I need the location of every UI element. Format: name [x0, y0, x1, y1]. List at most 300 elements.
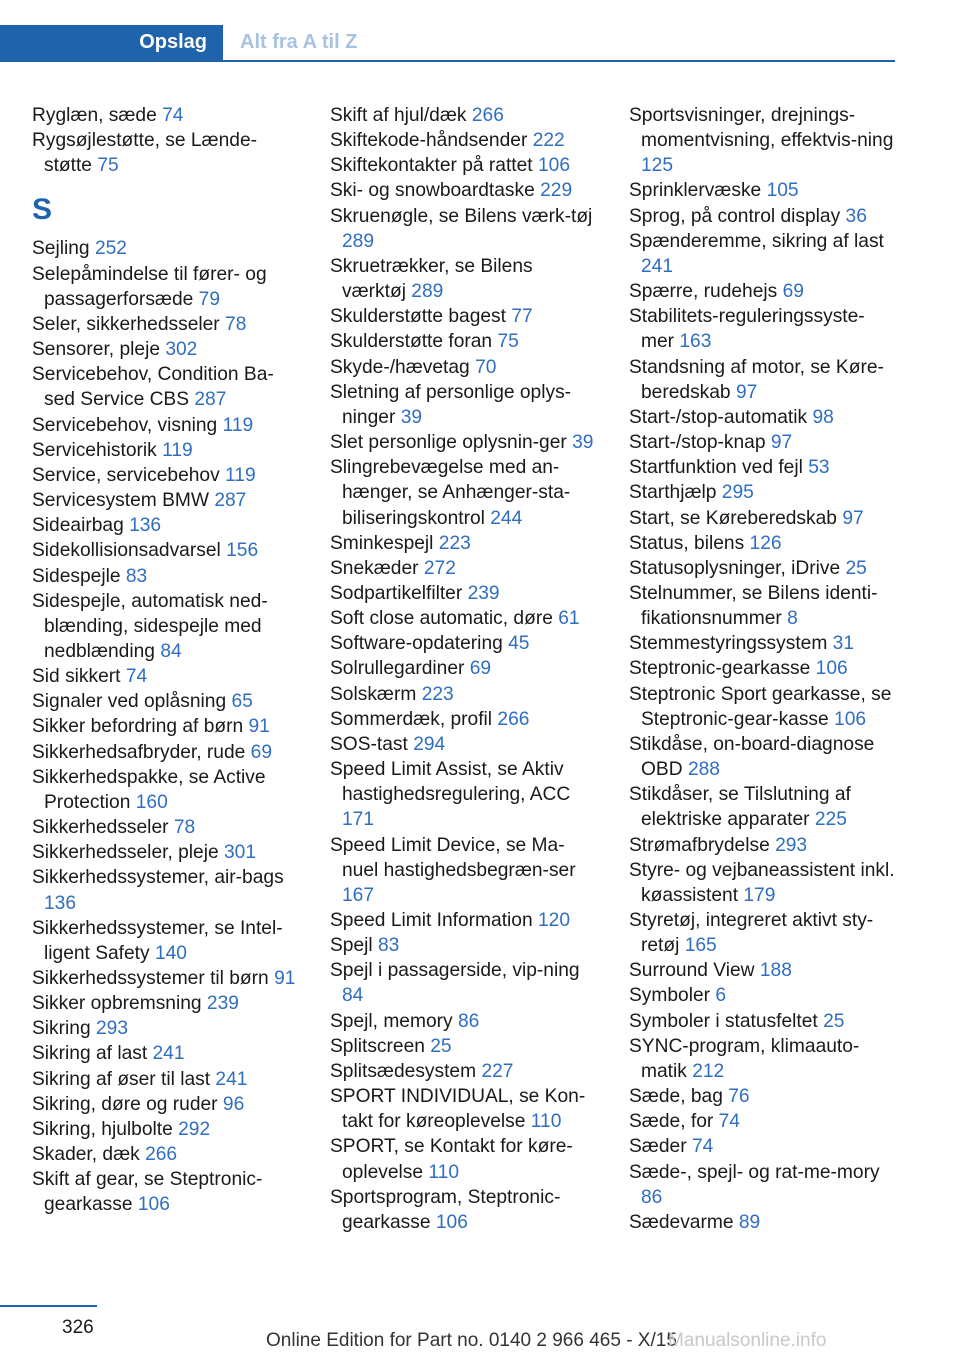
entry-text: Steptronic-gearkasse [629, 658, 811, 680]
entry-text: Splitsædesystem [330, 1060, 477, 1082]
entry-text: Solrullegardiner [330, 658, 465, 680]
entry-text: Sikkerhedsseler [32, 817, 169, 839]
entry-text: Speed Limit Assist, se Aktiv hastighedsregulering, ACC [330, 759, 571, 806]
entry-text: Skulderstøtte foran [330, 331, 493, 353]
page-link[interactable]: 69 [469, 658, 492, 680]
index-entry [629, 1009, 897, 1034]
page-link[interactable]: 25 [823, 1010, 845, 1032]
index-entry [629, 682, 897, 732]
entry-text: Sikring af øser til last [32, 1068, 211, 1090]
index-entry [330, 1185, 600, 1235]
header-divider [0, 60, 895, 62]
page-link[interactable]: 222 [532, 130, 565, 152]
index-entry [32, 362, 302, 412]
index-entry [32, 865, 302, 915]
index-entry [629, 833, 897, 858]
page-link[interactable]: 74 [718, 1111, 740, 1133]
page-link[interactable]: 167 [342, 884, 375, 906]
index-entry [629, 958, 897, 983]
watermark: Manualsonline.info [668, 1330, 827, 1351]
page-link[interactable]: 98 [812, 406, 834, 428]
page-link[interactable]: 140 [154, 942, 187, 964]
index-entry [330, 178, 600, 203]
index-entry [629, 355, 897, 405]
entry-text: Sidespejle, automatisk ned-blænding, sidespejle med nedblænding [32, 590, 268, 662]
page-link[interactable]: 78 [173, 817, 196, 839]
page-link[interactable]: 110 [428, 1161, 460, 1183]
index-entry [32, 1016, 302, 1041]
entry-text: Skift af gear, se Steptronic-gearkasse [32, 1169, 263, 1216]
page-link[interactable]: 65 [231, 691, 253, 713]
index-entry [629, 304, 897, 354]
page-link[interactable]: 53 [808, 457, 830, 479]
index-entry [629, 656, 897, 681]
index-entry [330, 380, 600, 430]
page-link[interactable]: 160 [135, 791, 168, 813]
page-link[interactable]: 120 [537, 910, 570, 931]
entry-text: Start-/stop-knap [629, 432, 766, 454]
index-entry [330, 958, 600, 1008]
page-link[interactable]: 86 [457, 1010, 480, 1032]
index-entry [32, 128, 302, 178]
page-link[interactable]: 96 [222, 1093, 245, 1115]
entry-text: Sikring af last [32, 1043, 148, 1065]
index-entry [629, 279, 897, 304]
index-entry [32, 1067, 302, 1092]
page-link[interactable]: 105 [766, 180, 799, 202]
index-entry [32, 840, 302, 865]
entry-text: Sideairbag [32, 515, 124, 537]
page-link[interactable]: 97 [735, 381, 758, 403]
entry-text: Styre- og vejbaneassistent inkl. køassistent [629, 859, 895, 906]
page-number: 326 [62, 1317, 94, 1338]
entry-text: Spejl, memory [330, 1010, 453, 1032]
index-entry [629, 782, 897, 832]
page-link[interactable]: 106 [537, 155, 570, 177]
entry-text: Sæder [629, 1136, 687, 1158]
index-entry [32, 236, 302, 261]
index-entry [629, 204, 897, 229]
footer-divider [0, 1305, 97, 1307]
page-link[interactable]: 91 [274, 968, 296, 989]
index-entry [32, 564, 302, 589]
entry-text: Skiftekontakter på rattet [330, 155, 533, 177]
index-entry [330, 153, 600, 178]
page-link[interactable]: 244 [490, 507, 523, 529]
page-link[interactable]: 227 [481, 1060, 514, 1082]
entry-text: Sletning af personlige oplys-ninger [330, 381, 572, 428]
entry-text: Stikdåse, on-board-diagnose OBD [629, 733, 875, 781]
index-entry [629, 983, 897, 1008]
page-link[interactable]: 126 [749, 532, 782, 554]
page-link[interactable]: 84 [160, 640, 182, 662]
index-entry [32, 991, 302, 1016]
page-link[interactable]: 287 [194, 389, 227, 411]
page-link[interactable]: 84 [342, 985, 364, 1007]
page-link[interactable]: 136 [44, 892, 77, 914]
index-entry [330, 556, 600, 581]
page-link[interactable]: 91 [248, 716, 270, 738]
entry-text: Sikring, hjulbolte [32, 1118, 173, 1140]
index-entry [330, 732, 600, 757]
index-entry [32, 664, 302, 689]
index-entry [32, 1117, 302, 1142]
page-link[interactable]: 171 [342, 809, 375, 831]
index-entry [330, 757, 600, 832]
index-entry [629, 1034, 897, 1084]
entry-text: Splitscreen [330, 1035, 425, 1057]
page-link[interactable]: 241 [152, 1043, 185, 1065]
index-entry [330, 204, 600, 254]
index-entry [32, 815, 302, 840]
page-link[interactable]: 83 [378, 935, 400, 957]
entry-text: Sikkerhedssystemer, se Intel-ligent Safety [32, 917, 283, 964]
entry-text: Selepåmindelse til fører- og passagerforsæde [32, 263, 267, 310]
entry-text: Sæde-, spejl- og rat-me-mory [629, 1161, 880, 1183]
page-link[interactable]: 223 [421, 683, 454, 705]
entry-text: Standsning af motor, se Køre-beredskab [629, 356, 884, 403]
entry-text: Stelnummer, se Bilens identi-fikationsnummer [629, 582, 878, 630]
index-entry [629, 455, 897, 480]
entry-text: Sikkerhedssystemer til børn [32, 968, 269, 989]
index-entry [330, 430, 600, 455]
entry-text: Spærre, rudehejs [629, 281, 778, 303]
page-link[interactable]: 89 [738, 1211, 761, 1233]
page-link[interactable]: 78 [225, 313, 247, 335]
index-entry [32, 589, 302, 664]
page-link[interactable]: 119 [222, 414, 254, 436]
index-entry [32, 413, 302, 438]
page-link[interactable]: 74 [125, 666, 148, 688]
entry-text: Sidekollisionsadvarsel [32, 540, 221, 562]
entry-text: Skader, dæk [32, 1144, 140, 1166]
entry-text: Start-/stop-automatik [629, 406, 808, 428]
page-link[interactable]: 39 [400, 406, 423, 428]
tab-alt-fra-a-til-z[interactable]: Alt fra A til Z [240, 31, 358, 53]
page-link[interactable]: 74 [162, 105, 184, 126]
index-entry [629, 430, 897, 455]
index-entry [330, 656, 600, 681]
page-link[interactable]: 6 [715, 985, 727, 1007]
entry-text: Spejl [330, 935, 373, 957]
entry-text: Sprinklervæske [629, 180, 762, 202]
page-link[interactable]: 74 [691, 1136, 714, 1158]
entry-text: Skyde-/hævetag [330, 356, 470, 378]
entry-text: Sikker opbremsning [32, 993, 202, 1015]
index-entry [330, 254, 600, 304]
page-link[interactable]: 292 [178, 1118, 211, 1140]
page-link[interactable]: 272 [423, 557, 456, 579]
page-link[interactable]: 75 [97, 155, 119, 177]
page-link[interactable]: 241 [215, 1068, 248, 1090]
page-link[interactable]: 39 [572, 432, 594, 454]
entry-text: Service, servicebehov [32, 464, 220, 486]
page-link[interactable]: 241 [641, 255, 674, 277]
index-entry [629, 405, 897, 430]
entry-text: Sikring, døre og ruder [32, 1093, 218, 1115]
entry-text: Start, se Køreberedskab [629, 507, 837, 529]
entry-text: Sædevarme [629, 1211, 734, 1233]
index-entry [330, 531, 600, 556]
top-navigation [0, 0, 960, 62]
index-entry [32, 488, 302, 513]
page-link[interactable]: 8 [787, 608, 798, 630]
page-link[interactable]: 293 [96, 1018, 129, 1040]
entry-text: Spænderemme, sikring af last [629, 230, 884, 252]
index-entry [629, 858, 897, 908]
entry-text: Styretøj, integreret aktivt sty-retøj [629, 910, 874, 957]
entry-text: Servicesystem BMW [32, 490, 209, 512]
letter-heading: S [32, 193, 53, 227]
page-link[interactable]: 77 [511, 306, 533, 328]
index-entry [32, 262, 302, 312]
page-link[interactable]: 288 [687, 759, 720, 781]
page-link[interactable]: 165 [684, 935, 717, 957]
index-entry [32, 538, 302, 563]
page-link[interactable]: 295 [721, 482, 754, 504]
entry-text: Speed Limit Information [330, 910, 533, 931]
page-link[interactable]: 31 [832, 633, 854, 655]
index-entry [330, 707, 600, 732]
index-entry [330, 631, 600, 656]
index-entry [32, 513, 302, 538]
entry-text: SPORT, se Kontakt for køre-oplevelse [330, 1136, 573, 1183]
index-entry [32, 689, 302, 714]
entry-text: Symboler i statusfeltet [629, 1010, 818, 1032]
tab-opslag[interactable]: Opslag [0, 25, 223, 60]
entry-text: Sodpartikelfilter [330, 582, 463, 604]
entry-text: Sid sikkert [32, 666, 121, 688]
index-entry [32, 337, 302, 362]
entry-text: Stikdåser, se Tilslutning af elektriske apparater [629, 784, 851, 831]
page-link[interactable]: 106 [137, 1194, 170, 1216]
entry-text: Stabilitets-reguleringssyste-mer [629, 306, 865, 353]
entry-text: Skiftekode-håndsender [330, 130, 528, 152]
page-link[interactable]: 289 [411, 281, 444, 303]
entry-text: Statusoplysninger, iDrive [629, 557, 841, 579]
index-entry [629, 1084, 897, 1109]
page-link[interactable]: 106 [834, 708, 867, 730]
entry-text: Surround View [629, 960, 755, 982]
entry-text: Sminkespejl [330, 532, 434, 554]
page-link[interactable]: 110 [530, 1111, 562, 1133]
index-entry [629, 531, 897, 556]
index-entry [629, 1109, 897, 1134]
page-link[interactable]: 119 [162, 439, 193, 461]
index-entry [32, 1041, 302, 1066]
index-entry [330, 304, 600, 329]
page-link[interactable]: 97 [770, 432, 793, 454]
entry-text: Soft close automatic, døre [330, 608, 553, 630]
index-entry [629, 506, 897, 531]
page-link[interactable]: 252 [94, 238, 127, 260]
index-entry [330, 1134, 600, 1184]
entry-text: Slingrebevægelse med an-hænger, se Anhænger-sta-biliseringskontrol [330, 457, 571, 529]
page-link[interactable]: 266 [471, 105, 504, 126]
index-entry [330, 128, 600, 153]
index-entry [330, 103, 600, 128]
page-link[interactable]: 293 [775, 834, 808, 856]
page-link[interactable]: 25 [845, 557, 867, 579]
entry-text: Sikker befordring af børn [32, 716, 244, 738]
index-column-2 [330, 103, 600, 1235]
index-entry [629, 908, 897, 958]
index-entry [330, 1084, 600, 1134]
index-entry [330, 1009, 600, 1034]
entry-text: Skruetrækker, se Bilens værktøj [330, 255, 533, 303]
index-entry [629, 1160, 897, 1210]
index-entry [32, 1142, 302, 1167]
page-link[interactable]: 106 [435, 1211, 468, 1233]
page-link[interactable]: 69 [782, 281, 804, 303]
entry-text: Sidespejle [32, 565, 121, 587]
entry-text: Servicebehov, Condition Ba-sed Service CBS [32, 364, 274, 411]
entry-text: Skruenøgle, se Bilens værk-tøj [330, 205, 593, 227]
entry-text: Servicehistorik [32, 439, 157, 461]
entry-text: Sensorer, pleje [32, 339, 160, 361]
index-entry [32, 463, 302, 488]
page-link[interactable]: 70 [475, 356, 497, 378]
index-entry [330, 455, 600, 530]
index-entry [32, 765, 302, 815]
index-entry [32, 438, 302, 463]
entry-text: Skift af hjul/dæk [330, 105, 467, 126]
entry-text: Servicebehov, visning [32, 414, 218, 436]
index-entry [330, 833, 600, 908]
page-link[interactable]: 225 [814, 809, 847, 831]
page-link[interactable]: 301 [224, 842, 257, 864]
entry-text: Sportsvisninger, drejnings-momentvisning, effektvis-ning [629, 105, 894, 152]
entry-text: Status, bilens [629, 532, 745, 554]
page-link[interactable]: 179 [743, 884, 776, 906]
index-entry [32, 740, 302, 765]
index-entry [330, 355, 600, 380]
index-entry [330, 606, 600, 631]
page-link[interactable]: 156 [226, 540, 259, 562]
index-entry [32, 966, 302, 991]
index-entry [629, 732, 897, 782]
page-link[interactable]: 86 [641, 1186, 663, 1208]
page-link[interactable]: 266 [497, 708, 530, 730]
page-link[interactable]: 239 [206, 993, 239, 1015]
page-link[interactable]: 125 [641, 155, 674, 177]
page-link[interactable]: 239 [467, 582, 500, 604]
entry-text: Sæde, for [629, 1111, 714, 1133]
index-entry [330, 908, 600, 933]
entry-text: SOS-tast [330, 733, 408, 755]
index-entry [330, 682, 600, 707]
index-entry [629, 631, 897, 656]
page-link[interactable]: 223 [438, 532, 471, 554]
page-link[interactable]: 76 [728, 1086, 750, 1108]
index-entry [32, 1167, 302, 1217]
index-entry [330, 1059, 600, 1084]
page-link[interactable]: 289 [342, 230, 375, 252]
entry-text: Software-opdatering [330, 633, 503, 655]
entry-text: Sikkerhedspakke, se Active Protection [32, 766, 266, 813]
page-link[interactable]: 188 [759, 960, 792, 982]
index-column-3 [629, 103, 897, 1235]
entry-text: Sommerdæk, profil [330, 708, 493, 730]
entry-text: Steptronic Sport gearkasse, se Steptronic-gear-kasse [629, 683, 892, 730]
index-entry [330, 933, 600, 958]
page-link[interactable]: 36 [845, 205, 867, 227]
page-link[interactable]: 97 [842, 507, 864, 529]
entry-text: Sportsprogram, Steptronic-gearkasse [330, 1186, 561, 1233]
index-entry [32, 916, 302, 966]
entry-text: Sprog, på control display [629, 205, 841, 227]
index-entry [330, 1034, 600, 1059]
page-link[interactable]: 287 [214, 490, 247, 512]
page-link[interactable]: 75 [497, 331, 519, 353]
page-link[interactable]: 25 [430, 1035, 452, 1057]
entry-text: Sikkerhedsafbryder, rude [32, 741, 246, 763]
index-column-1 [32, 103, 302, 1218]
entry-text: Sikring [32, 1018, 91, 1040]
index-entry [629, 1210, 897, 1235]
page-link[interactable]: 119 [225, 464, 256, 486]
entry-text: Skulderstøtte bagest [330, 306, 506, 328]
page-link[interactable]: 106 [815, 658, 848, 680]
entry-text: Startfunktion ved fejl [629, 457, 803, 479]
page-link[interactable]: 83 [125, 565, 148, 587]
index-entry [32, 1092, 302, 1117]
entry-text: Ski- og snowboardtaske [330, 180, 535, 202]
page-link[interactable]: 79 [198, 288, 221, 310]
entry-text: Ryglæn, sæde [32, 105, 157, 126]
entry-text: Seler, sikkerhedsseler [32, 313, 220, 335]
page-link[interactable]: 136 [129, 515, 162, 537]
index-entry [32, 714, 302, 739]
page-link[interactable]: 266 [145, 1144, 178, 1166]
page-link[interactable]: 294 [413, 733, 446, 755]
entry-text: Rygsøjlestøtte, se Lænde-støtte [32, 130, 258, 177]
index-entry [629, 581, 897, 631]
index-entry [629, 480, 897, 505]
index-entry [330, 329, 600, 354]
index-entry [629, 229, 897, 279]
entry-text: Stemmestyringssystem [629, 633, 828, 655]
page-link[interactable]: 69 [250, 741, 272, 763]
entry-text: Sejling [32, 238, 90, 260]
page-link[interactable]: 229 [540, 180, 573, 202]
page-link[interactable]: 302 [165, 339, 198, 361]
index-entry [629, 556, 897, 581]
index-entry [32, 312, 302, 337]
entry-text: Solskærm [330, 683, 417, 705]
entry-text: Symboler [629, 985, 711, 1007]
index-entry [32, 103, 302, 128]
entry-text: Spejl i passagerside, vip-ning [330, 960, 580, 982]
page-link[interactable]: 61 [558, 608, 580, 630]
entry-text: Sikkerhedssystemer, air-bags [32, 867, 284, 889]
entry-text: SYNC-program, klimaauto-matik [629, 1035, 860, 1082]
entry-text: Snekæder [330, 557, 419, 579]
index-entry [629, 103, 897, 178]
index-entry [629, 178, 897, 203]
entry-text: Signaler ved oplåsning [32, 691, 227, 713]
entry-text: Sæde, bag [629, 1086, 723, 1108]
entry-text: Slet personlige oplysnin-ger [330, 432, 567, 454]
entry-text: Strømafbrydelse [629, 834, 770, 856]
index-entry [330, 581, 600, 606]
entry-text: Starthjælp [629, 482, 717, 504]
edition-text: Online Edition for Part no. 0140 2 966 465 - X/15 [266, 1330, 677, 1351]
entry-text: Sikkerhedsseler, pleje [32, 842, 219, 864]
page-link[interactable]: 212 [692, 1060, 725, 1082]
page-link[interactable]: 163 [679, 331, 712, 353]
page-link[interactable]: 45 [508, 633, 530, 655]
